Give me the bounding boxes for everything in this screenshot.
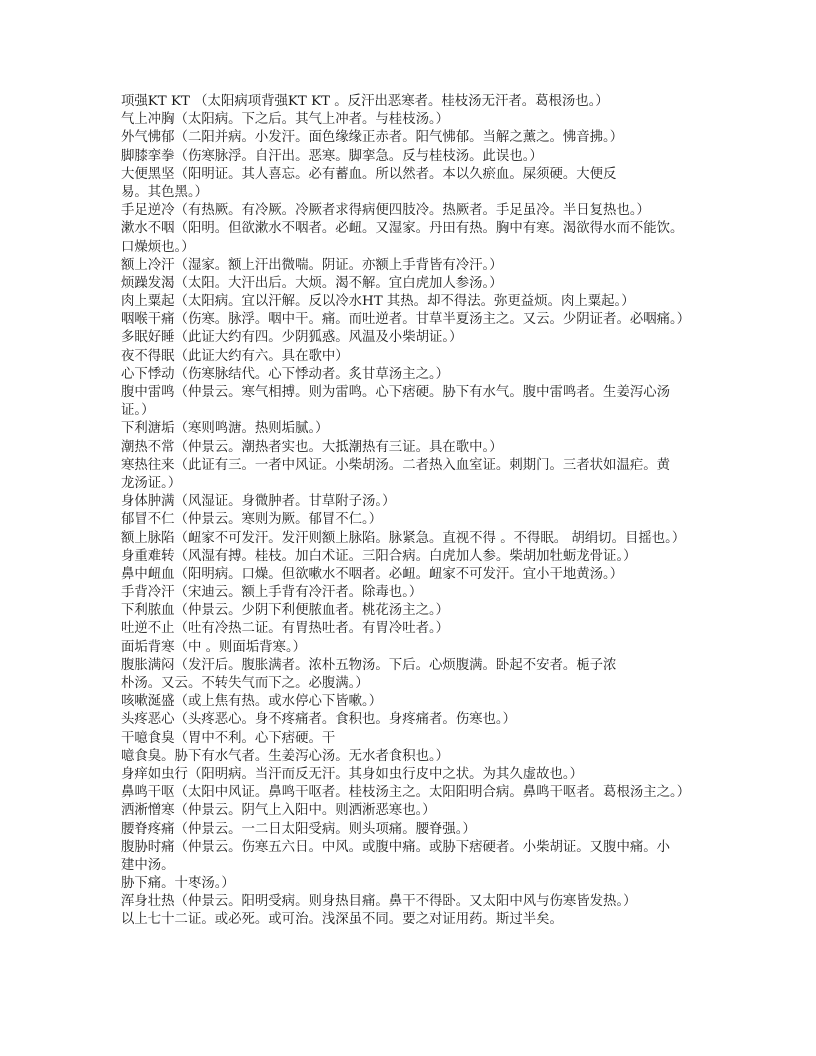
text-line: 额上冷汗（湿家。额上汗出微喘。阴证。亦额上手背皆有冷汗。）: [121, 257, 503, 273]
text-line: 大便黑坚（阳明证。其人喜忘。必有蓄血。所以然者。本以久瘀血。屎须硬。大便反: [121, 166, 617, 182]
text-line: 口燥烦也。）: [121, 239, 195, 255]
text-line: 以上七十二证。或必死。或可治。浅深虽不同。要之对证用药。斯过半矣。: [121, 912, 563, 928]
text-line: 胁下痛。十枣汤。）: [121, 876, 235, 892]
text-line: 鼻中衄血（阳明病。口燥。但欲嗽水不咽者。必衄。衄家不可发汗。宜小干地黄汤。）: [121, 566, 624, 582]
text-line: 身体肿满（风湿证。身微肿者。甘草附子汤。）: [121, 494, 396, 510]
text-line: 郁冒不仁（仲景云。寒则为厥。郁冒不仁。）: [121, 512, 383, 528]
text-line: 下利脓血（仲景云。少阴下利便脓血者。桃花汤主之。）: [121, 603, 450, 619]
text-line: 额上脉陷（衄家不可发汗。发汗则额上脉陷。脉紧急。直视不得 。不得眠。 胡绢切。目摇也。）: [121, 530, 686, 546]
text-line: 咳嗽涎盛（或上焦有热。或水停心下皆嗽。）: [121, 694, 383, 710]
text-line: 手足逆冷（有热厥。有冷厥。冷厥者求得病便四肢冷。热厥者。手足虽冷。半日复热也。）: [121, 203, 650, 219]
text-line: 头疼恶心（头疼恶心。身不疼痛者。食积也。身疼痛者。伤寒也。）: [121, 712, 517, 728]
text-line: 手背冷汗（宋迪云。额上手背有冷汗者。除毒也。）: [121, 585, 423, 601]
text-line: 腹胀满闷（发汗后。腹胀满者。浓朴五物汤。下后。心烦腹满。卧起不安者。栀子浓: [121, 657, 617, 673]
text-line: 脚膝挛拳（伤寒脉浮。自汗出。恶寒。脚挛急。反与桂枝汤。此误也。）: [121, 148, 543, 164]
text-line: 咽喉干痛（伤寒。脉浮。咽中干。痛。而吐逆者。甘草半夏汤主之。又云。少阴证者。必咽痛。）: [121, 312, 691, 328]
text-line: 面垢背寒（中 。则面垢背寒。）: [121, 639, 307, 655]
text-line: 洒淅憎寒（仲景云。阴气上入阳中。则洒淅恶寒也。）: [121, 803, 436, 819]
text-line: 建中汤。: [121, 857, 175, 873]
text-line: 龙汤证。）: [121, 475, 182, 491]
text-line: 腹中雷鸣（仲景云。寒气相搏。则为雷鸣。心下痞硬。胁下有水气。腹中雷鸣者。生姜泻心汤: [121, 385, 671, 400]
text-line: 身重难转（风湿有搏。桂枝。加白术证。三阳合病。白虎加人参。柴胡加牡蛎龙骨证。）: [121, 548, 637, 564]
text-line: 多眠好睡（此证大约有四。少阴狐惑。风温及小柴胡证。）: [121, 330, 463, 346]
text-line: 外气怫郁（二阳并病。小发汗。面色缘缘正赤者。阳气怫郁。当解之薰之。怫音拂。）: [121, 130, 624, 146]
text-line: 项强KT KT （太阳病项背强KT KT 。反汗出恶寒者。桂枝汤无汗者。葛根汤也。）: [121, 94, 609, 109]
text-line: 夜不得眠（此证大约有六。具在歌中）: [121, 348, 349, 364]
text-line: 证。）: [121, 403, 155, 419]
document-body: [121, 93, 721, 930]
text-line: 鼻鸣干呕（太阳中风证。鼻鸣干呕者。桂枝汤主之。太阳阳明合病。鼻鸣干呕者。葛根汤主之。）: [121, 785, 691, 801]
text-line: 腰脊疼痛（仲景云。一二日太阳受病。则头项痛。腰脊强。）: [121, 821, 476, 837]
text-line: 下利溏垢（寒则鸣溏。热则垢腻。）: [121, 421, 329, 437]
text-line: 烦躁发渴（太阳。大汗出后。大烦。渴不解。宜白虎加人参汤。）: [121, 275, 503, 291]
text-line: 气上冲胸（太阳病。下之后。其气上冲者。与桂枝汤。）: [121, 112, 450, 128]
text-line: 浑身壮热（仲景云。阳明受病。则身热目痛。鼻干不得卧。又太阳中风与伤寒皆发热。）: [121, 894, 637, 910]
text-line: 吐逆不止（吐有冷热二证。有胃热吐者。有胃冷吐者。）: [121, 621, 450, 637]
text-line: 肉上粟起（太阳病。宜以汗解。反以冷水HT 其热。却不得法。弥更益烦。肉上粟起。）: [121, 294, 635, 310]
text-line: 寒热往来（此证有三。一者中风证。小柴胡汤。二者热入血室证。刺期门。三者状如温疟。黄: [121, 457, 671, 473]
text-line: 易。其色黑。）: [121, 184, 209, 200]
text-line: 干噫食臭（胃中不利。心下痞硬。干: [121, 730, 336, 746]
text-line: 心下悸动（伤寒脉结代。心下悸动者。炙甘草汤主之。）: [121, 366, 450, 382]
text-line: 朴汤。又云。不转失气而下之。必腹满。）: [121, 676, 369, 691]
text-line: 腹胁时痛（仲景云。伤寒五六日。中风。或腹中痛。或胁下痞硬者。小柴胡证。又腹中痛。小: [121, 839, 671, 855]
text-line: 漱水不咽（阳明。但欲漱水不咽者。必衄。又湿家。丹田有热。胸中有寒。渴欲得水而不能饮。: [121, 221, 684, 237]
text-line: 身痒如虫行（阳明病。当汗而反无汗。其身如虫行皮中之状。为其久虚故也。）: [121, 766, 583, 782]
text-line: 潮热不常（仲景云。潮热者实也。大抵潮热有三证。具在歌中。）: [121, 439, 503, 455]
text-line: 噫食臭。胁下有水气者。生姜泻心汤。无水者食积也。）: [121, 748, 450, 764]
